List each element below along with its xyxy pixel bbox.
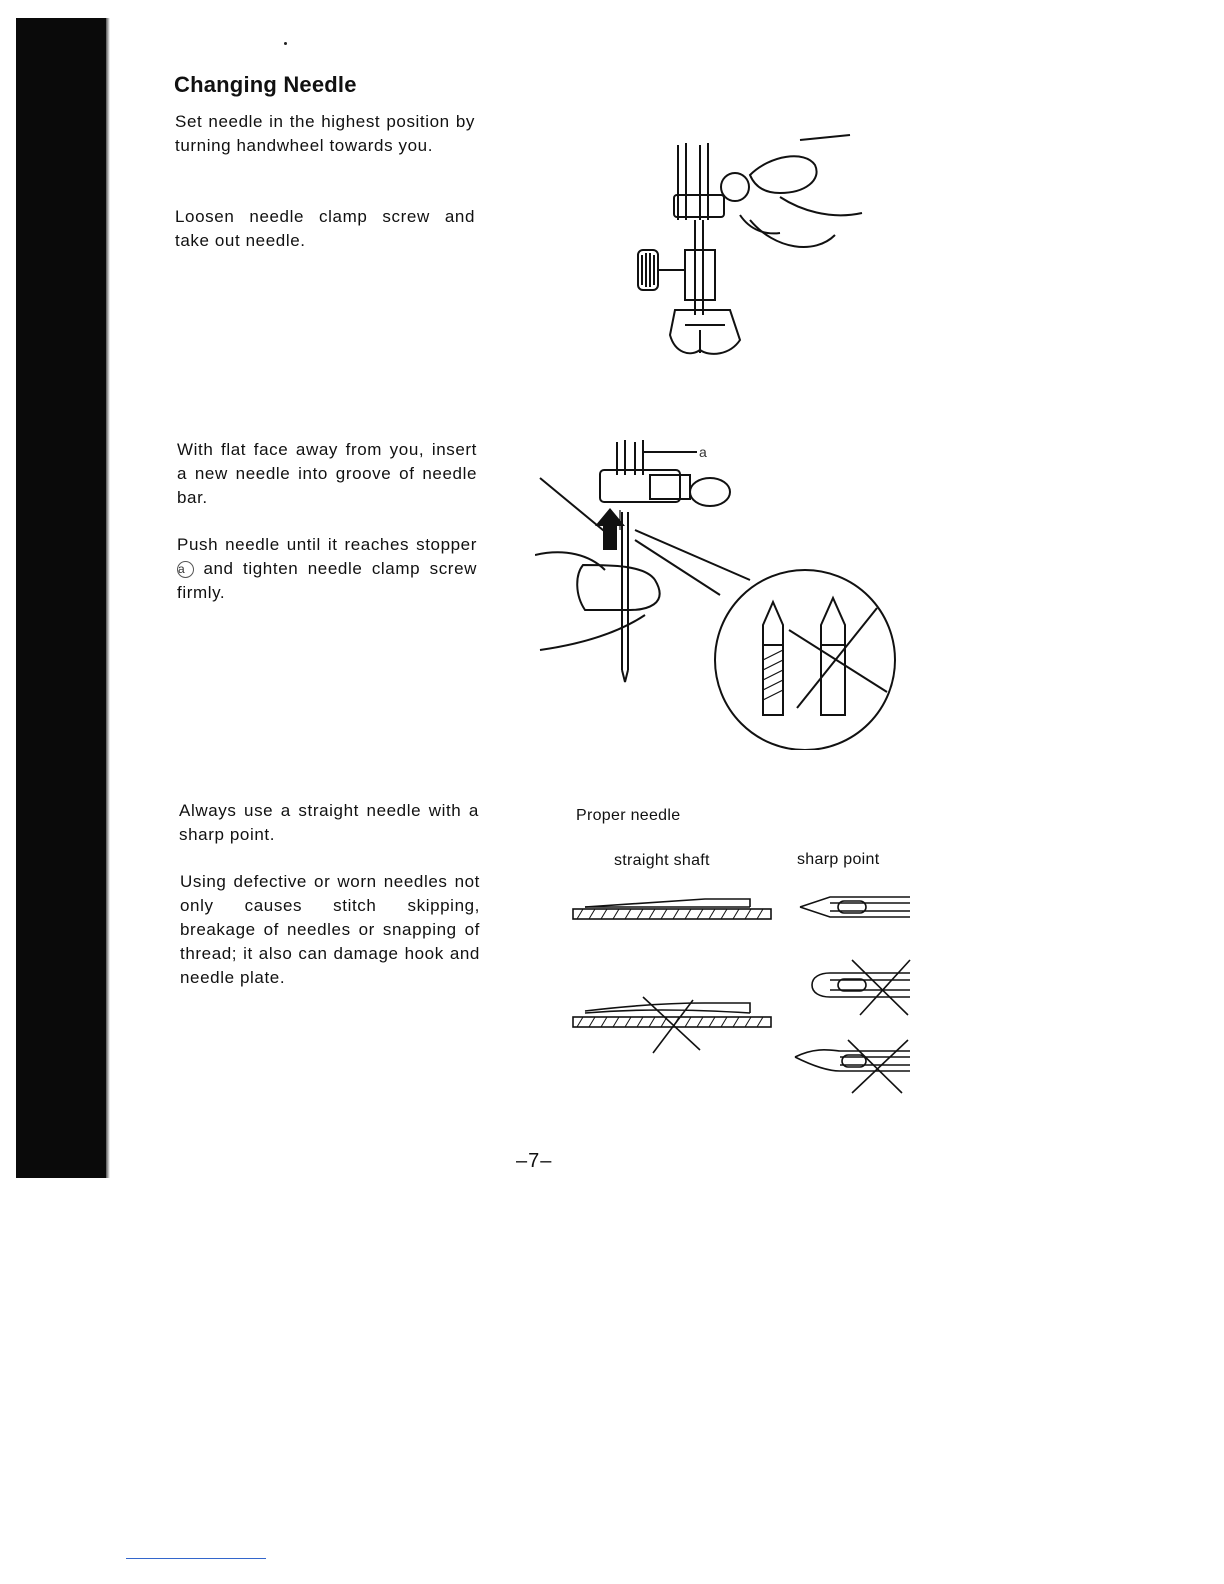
paragraph-loosen-clamp: Loosen needle clamp screw and take out needle. (175, 207, 475, 250)
push-needle-text-before: Push needle until it reaches stopper (177, 535, 477, 554)
push-needle-text-after: and tighten needle clamp screw firmly. (177, 559, 478, 602)
figure-sharp-point (790, 885, 920, 1100)
page-title: Changing Needle (174, 72, 357, 97)
paragraph-push-needle (177, 533, 477, 605)
paragraph-defective-needles: Using defective or worn needles not only causes stitch skipping, breakage of needles or snapping of thread; it also can damage hook and needle plate. (180, 872, 480, 987)
paragraph-set-needle: Set needle in the highest position by turning handwheel towards you. (175, 112, 475, 155)
figure-insert-needle (535, 430, 905, 750)
scan-binding-edge (16, 18, 106, 1178)
sharp-point-needles (790, 885, 920, 1100)
straight-shaft-needles (565, 885, 780, 1055)
figure-remove-needle (600, 125, 870, 375)
page-number: –7– (516, 1150, 553, 1172)
paragraph-insert-needle: With flat face away from you, insert a new needle into groove of needle bar. (177, 440, 477, 507)
insert-needle-illustration (535, 430, 905, 750)
straight-shaft-label: straight shaft (614, 852, 710, 869)
scan-speck (284, 42, 287, 45)
proper-needle-label: Proper needle (576, 807, 681, 824)
stopper-callout-label: a (699, 444, 707, 460)
figure-straight-shaft (565, 885, 780, 1055)
paragraph-straight-needle: Always use a straight needle with a sharp point. (179, 801, 479, 844)
sharp-point-label: sharp point (797, 851, 880, 868)
footer-rule (126, 1558, 266, 1559)
remove-needle-illustration (600, 125, 870, 375)
stopper-a-symbol: a (177, 561, 194, 578)
